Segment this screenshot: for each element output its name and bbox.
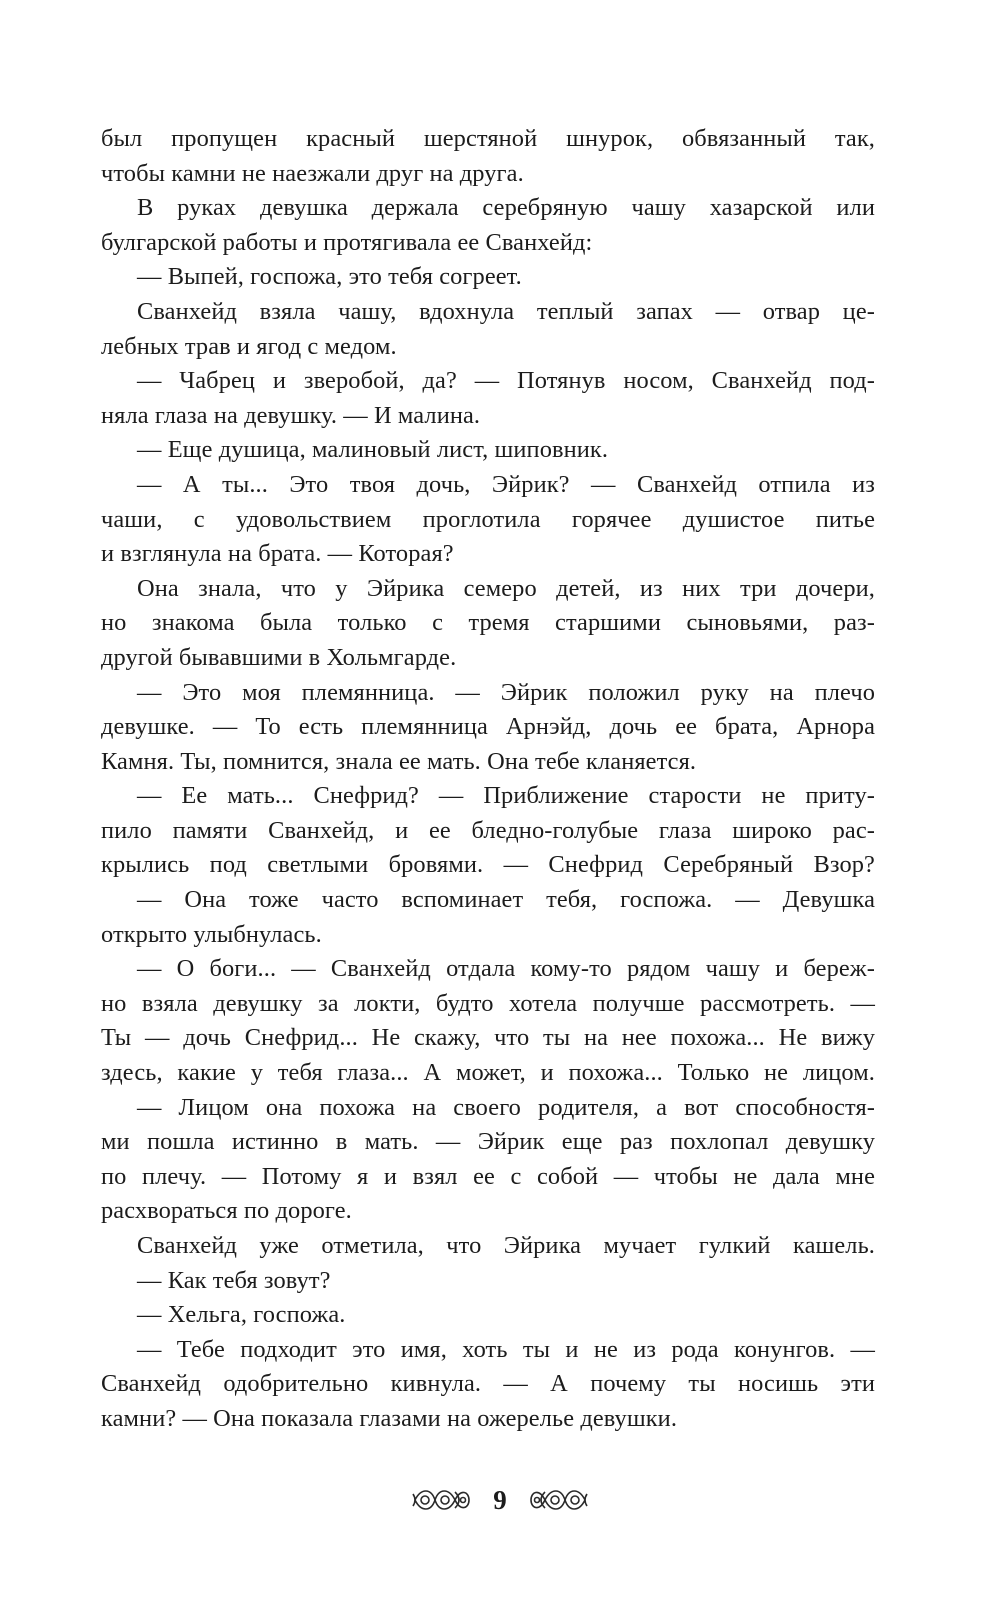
- text-line: и взглянула на брата. — Которая?: [101, 540, 454, 568]
- text-line: — А ты... Это твоя дочь, Эйрик? — Сванхейд отпила из: [137, 470, 875, 498]
- text-line: чаши, с удовольствием проглотила горячее душистое питье: [101, 505, 875, 533]
- text-line: был пропущен красный шерстяной шнурок, обвязанный так,: [101, 125, 875, 152]
- page-footer: [0, 1475, 1000, 1525]
- text-line: Сванхейд уже отметила, что Эйрика мучает гулкий кашель.: [137, 1232, 875, 1259]
- text-line: пило памяти Сванхейд, и ее бледно-голубые глаза широко рас-: [101, 816, 875, 844]
- text-line: В руках девушка держала серебряную чашу хазарской или: [137, 194, 875, 222]
- text-line: Ты — дочь Снефрид... Не скажу, что ты на нее похожа... Не вижу: [101, 1024, 875, 1052]
- text-line: крылись под светлыми бровями. — Снефрид Серебряный Взор?: [101, 851, 875, 879]
- text-line: здесь, какие у тебя глаза... А может, и похожа... Только не лицом.: [101, 1059, 875, 1087]
- text-line: няла глаза на девушку. — И малина.: [101, 401, 481, 429]
- text-line: другой бывавшими в Хольмгарде.: [101, 643, 457, 671]
- text-line: камни? — Она показала глазами на ожерелье девушки.: [101, 1404, 678, 1432]
- text-line: чтобы камни не наезжали друг на друга.: [101, 159, 524, 187]
- body-text: [101, 122, 875, 1437]
- text-line: Она знала, что у Эйрика семеро детей, из них три дочери,: [137, 574, 875, 602]
- text-line: но взяла девушку за локти, будто хотела получше рассмотреть. —: [101, 989, 875, 1017]
- text-line: Сванхейд взяла чашу, вдохнула теплый запах — отвар це-: [137, 297, 875, 325]
- text-line: — Тебе подходит это имя, хоть ты и не из рода конунгов. —: [137, 1335, 875, 1363]
- text-line: — Чабрец и зверобой, да? — Потянув носом, Сванхейд под-: [137, 367, 875, 395]
- knot-ornament-icon: [411, 1482, 473, 1518]
- text-line: ми пошла истинно в мать. — Эйрик еще раз похлопал девушку: [101, 1128, 875, 1156]
- text-line: — Она тоже часто вспоминает тебя, госпожа. — Девушка: [137, 886, 875, 914]
- text-line: по плечу. — Потому я и взял ее с собой — чтобы не дала мне: [101, 1162, 875, 1190]
- knot-ornament-icon: [527, 1482, 589, 1518]
- text-line: — Как тебя зовут?: [137, 1266, 331, 1294]
- text-line: — Лицом она похожа на своего родителя, а вот способностя-: [137, 1093, 875, 1121]
- text-line: но знакома была только с тремя старшими сыновьями, раз-: [101, 609, 875, 637]
- text-line: — Выпей, госпожа, это тебя согреет.: [137, 263, 522, 291]
- text-line: — Это моя племянница. — Эйрик положил руку на плечо: [137, 678, 875, 706]
- text-line: Камня. Ты, помнится, знала ее мать. Она тебе кланяется.: [101, 747, 697, 775]
- text-line: девушке. — То есть племянница Арнэйд, дочь ее брата, Арнора: [101, 713, 875, 741]
- text-line: — Хельга, госпожа.: [137, 1301, 346, 1329]
- page-number: 9: [493, 1485, 507, 1515]
- text-line: булгарской работы и протягивала ее Сванхейд:: [101, 228, 593, 256]
- text-line: — Ее мать... Снефрид? — Приближение старости не приту-: [137, 782, 875, 810]
- text-line: лебных трав и ягод с медом.: [101, 332, 397, 360]
- text-line: открыто улыбнулась.: [101, 920, 322, 948]
- text-line: Сванхейд одобрительно кивнула. — А почему ты носишь эти: [101, 1370, 875, 1398]
- text-line: — О боги... — Сванхейд отдала кому-то рядом чашу и береж-: [137, 955, 875, 983]
- text-line: — Еще душица, малиновый лист, шиповник.: [137, 436, 609, 464]
- text-line: расхвораться по дороге.: [101, 1197, 352, 1225]
